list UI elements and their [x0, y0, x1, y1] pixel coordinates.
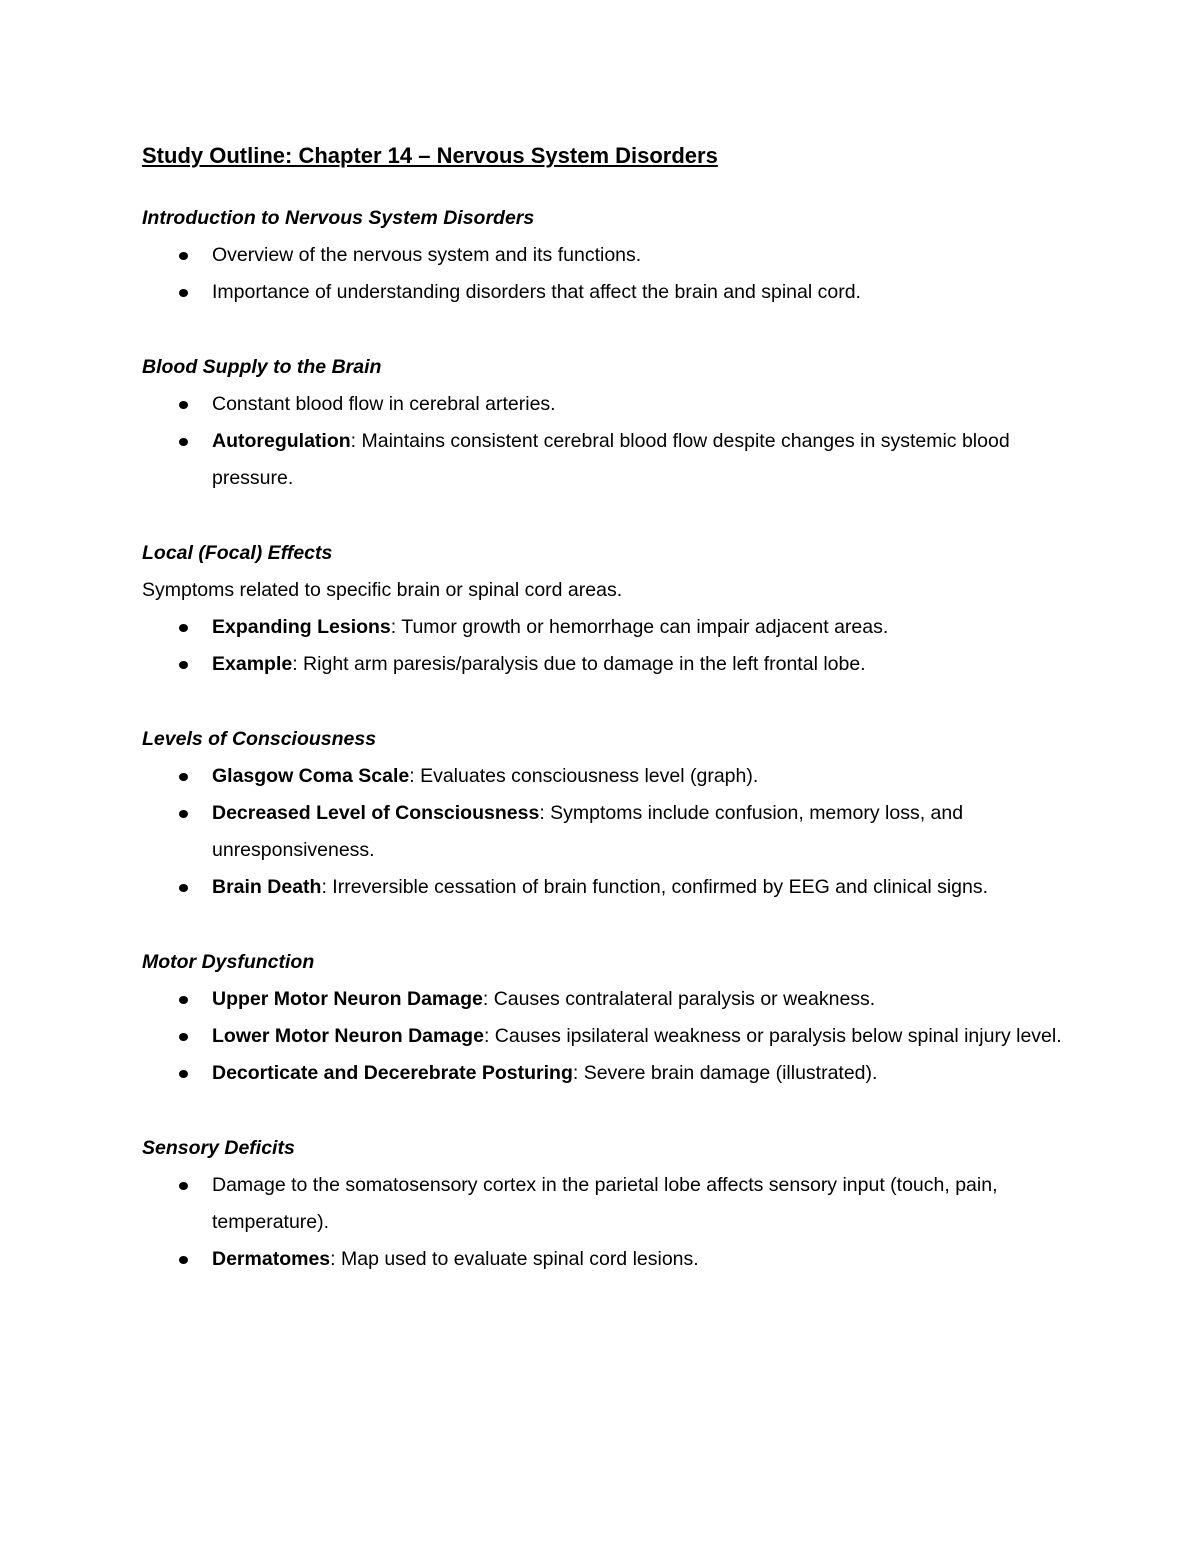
section-heading: Introduction to Nervous System Disorders	[142, 207, 535, 229]
bullet-icon	[179, 661, 188, 669]
item-text: : Irreversible cessation of brain function, confirmed by EEG and clinical signs.	[321, 876, 989, 898]
item-term: Decorticate and Decerebrate Posturing	[212, 1062, 573, 1084]
list-item	[142, 981, 1062, 1018]
list-item	[142, 609, 1062, 646]
document-title: Study Outline: Chapter 14 – Nervous System Disorders	[142, 143, 718, 168]
bullet-icon	[179, 773, 188, 781]
list-item	[142, 795, 1062, 869]
bullet-list	[142, 1167, 1062, 1278]
section-heading: Levels of Consciousness	[142, 728, 377, 750]
bullet-list	[142, 981, 1062, 1092]
item-text: Constant blood flow in cerebral arteries.	[212, 393, 556, 415]
bullet-list	[142, 386, 1062, 497]
bullet-icon	[179, 438, 188, 446]
item-term: Expanding Lesions	[212, 616, 391, 638]
list-item	[142, 1055, 1062, 1092]
section-introduction	[142, 200, 1062, 311]
item-term: Decreased Level of Consciousness	[212, 802, 540, 824]
bullet-list	[142, 758, 1062, 906]
bullet-icon	[179, 810, 188, 818]
item-text: Importance of understanding disorders that affect the brain and spinal cord.	[212, 281, 861, 303]
item-term: Dermatomes	[212, 1248, 331, 1270]
list-item	[142, 758, 1062, 795]
list-item	[142, 869, 1062, 906]
section-blood-supply	[142, 349, 1062, 497]
section-sensory-deficits	[142, 1130, 1062, 1278]
bullet-icon	[179, 884, 188, 892]
bullet-icon	[179, 996, 188, 1004]
item-text: Damage to the somatosensory cortex in the parietal lobe affects sensory input (touch, pain, temperature).	[212, 1174, 998, 1233]
list-item	[142, 423, 1062, 497]
section-local-effects	[142, 535, 1062, 683]
bullet-icon	[179, 252, 188, 260]
list-item	[142, 1167, 1062, 1241]
item-text: : Symptoms include confusion, memory loss, and unresponsiveness.	[212, 802, 964, 861]
bullet-icon	[179, 624, 188, 632]
item-text: : Causes ipsilateral weakness or paralysis below spinal injury level.	[483, 1025, 1062, 1047]
item-term: Upper Motor Neuron Damage	[212, 988, 483, 1010]
item-text: Overview of the nervous system and its functions.	[212, 244, 642, 266]
item-term: Brain Death	[212, 876, 322, 898]
item-text: : Maintains consistent cerebral blood flow despite changes in systemic blood pressure.	[212, 430, 1010, 489]
bullet-list	[142, 237, 1062, 311]
item-term: Glasgow Coma Scale	[212, 765, 410, 787]
bullet-list	[142, 609, 1062, 683]
document-page	[142, 138, 1062, 1316]
list-item	[142, 1018, 1062, 1055]
item-text: : Tumor growth or hemorrhage can impair adjacent areas.	[390, 616, 889, 638]
section-intro: Symptoms related to specific brain or spinal cord areas.	[142, 579, 623, 601]
section-motor-dysfunction	[142, 944, 1062, 1092]
bullet-icon	[179, 1033, 188, 1041]
item-text: : Causes contralateral paralysis or weakness.	[482, 988, 876, 1010]
item-term: Example	[212, 653, 293, 675]
list-item	[142, 646, 1062, 683]
bullet-icon	[179, 1182, 188, 1190]
section-consciousness	[142, 721, 1062, 906]
bullet-icon	[179, 401, 188, 409]
section-heading: Local (Focal) Effects	[142, 542, 333, 564]
item-text: : Right arm paresis/paralysis due to damage in the left frontal lobe.	[292, 653, 866, 675]
list-item	[142, 274, 1062, 311]
section-heading: Motor Dysfunction	[142, 951, 315, 973]
bullet-icon	[179, 1070, 188, 1078]
bullet-icon	[179, 289, 188, 297]
section-heading: Sensory Deficits	[142, 1137, 295, 1159]
bullet-icon	[179, 1256, 188, 1264]
section-heading: Blood Supply to the Brain	[142, 356, 382, 378]
list-item	[142, 1241, 1062, 1278]
list-item	[142, 237, 1062, 274]
item-text: : Map used to evaluate spinal cord lesions.	[330, 1248, 699, 1270]
list-item	[142, 386, 1062, 423]
item-term: Autoregulation	[212, 430, 351, 452]
item-text: : Severe brain damage (illustrated).	[572, 1062, 878, 1084]
item-text: : Evaluates consciousness level (graph).	[409, 765, 759, 787]
item-term: Lower Motor Neuron Damage	[212, 1025, 484, 1047]
